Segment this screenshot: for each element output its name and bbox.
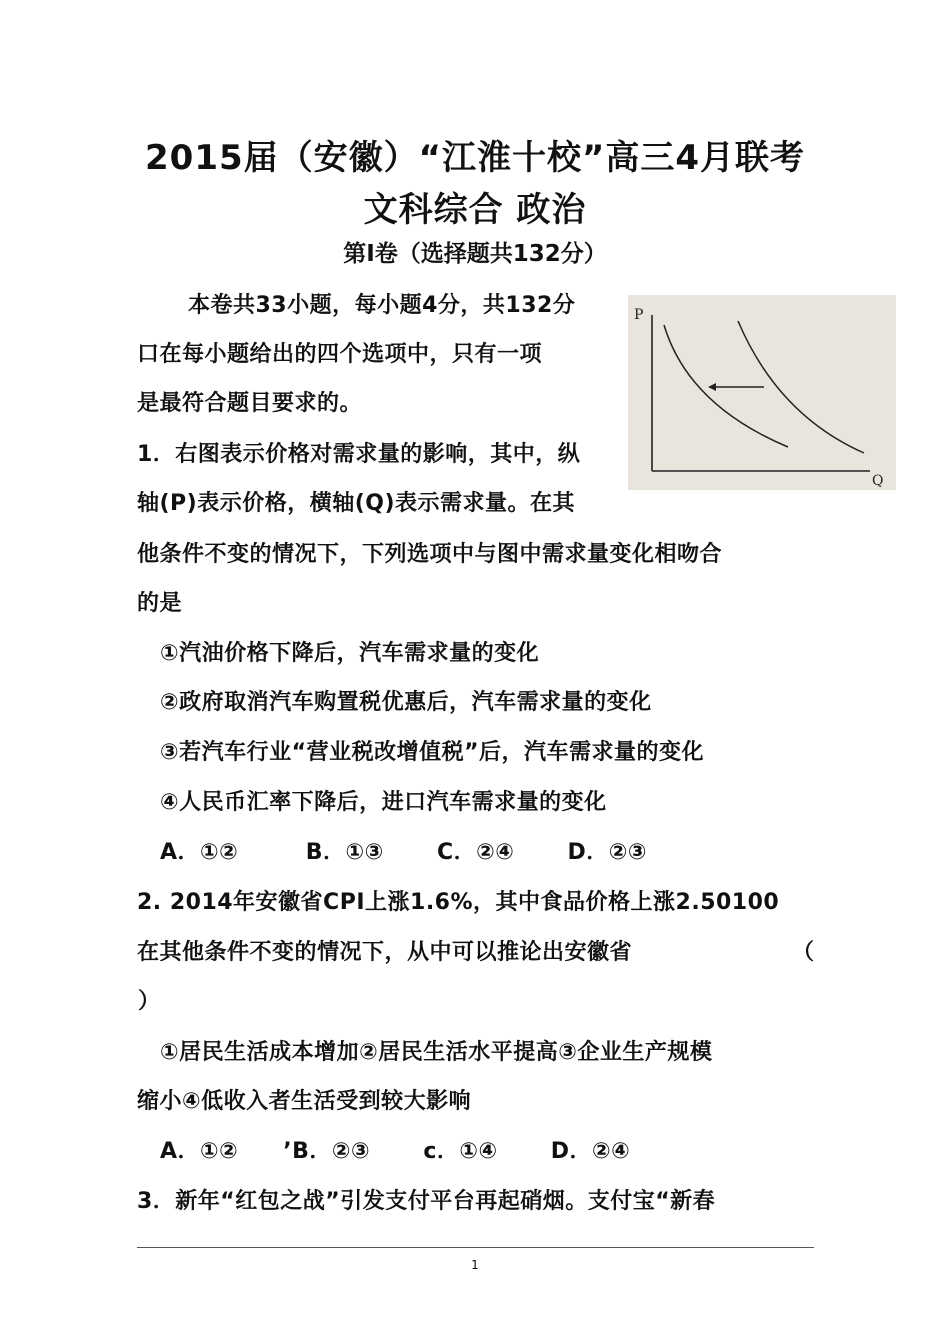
document-subtitle: 文科综合 政治	[363, 190, 587, 230]
q1-line-4: 的是	[137, 591, 183, 616]
intro-line-3: 是最符合题目要求的。	[137, 391, 363, 416]
q1-item-3: ③若汽车行业“营业税改增值税”后，汽车需求量的变化	[160, 740, 705, 765]
q1-line-3: 他条件不变的情况下，下列选项中与图中需求量变化相吻合	[137, 542, 723, 567]
demand-curve-figure	[628, 295, 896, 490]
page-number: 1	[471, 1258, 479, 1272]
section-heading: 第Ⅰ卷（选择题共132分）	[343, 241, 607, 267]
q1-item-1: ①汽油价格下降后，汽车需求量的变化	[160, 641, 540, 666]
intro-line-1: 本卷共33小题，每小题4分，共132分	[188, 293, 576, 318]
document-title: 2015届（安徽）“江淮十校”高三4月联考	[145, 138, 805, 178]
q1-item-2: ②政府取消汽车购置税优惠后，汽车需求量的变化	[160, 690, 652, 715]
q2-line-1: 2. 2014年安徽省CPI上涨1.6%，其中食品价格上涨2.50100	[137, 890, 780, 915]
q2-item-1: ①居民生活成本增加②居民生活水平提高③企业生产规模	[160, 1040, 713, 1065]
y-axis-label: P	[634, 307, 644, 323]
q2-options: A．①② ’B．②③ c．①④ D．②④	[160, 1139, 631, 1164]
q3-line-1: 3．新年“红包之战”引发支付平台再起硝烟。支付宝“新春	[137, 1189, 716, 1214]
q1-line-1: 1．右图表示价格对需求量的影响，其中，纵	[137, 442, 581, 467]
q2-line-3: ）	[138, 989, 161, 1014]
footer-divider	[137, 1247, 814, 1248]
shift-arrow-head	[708, 383, 716, 391]
q1-options: A．①② B．①③ C．②④ D．②③	[160, 840, 648, 865]
q1-item-4: ④人民币汇率下降后，进口汽车需求量的变化	[160, 790, 607, 815]
x-axis-label: Q	[872, 473, 884, 489]
demand-curve-new	[664, 325, 788, 447]
q1-line-2: 轴(P)表示价格，横轴(Q)表示需求量。在其	[137, 491, 576, 516]
q2-paren-open: （	[792, 940, 815, 965]
q2-line-2: 在其他条件不变的情况下，从中可以推论出安徽省	[137, 940, 633, 965]
demand-curve-svg	[628, 295, 896, 490]
q2-item-2: 缩小④低收入者生活受到较大影响	[137, 1089, 472, 1114]
intro-line-2: 口在每小题给出的四个选项中，只有一项	[137, 342, 543, 367]
